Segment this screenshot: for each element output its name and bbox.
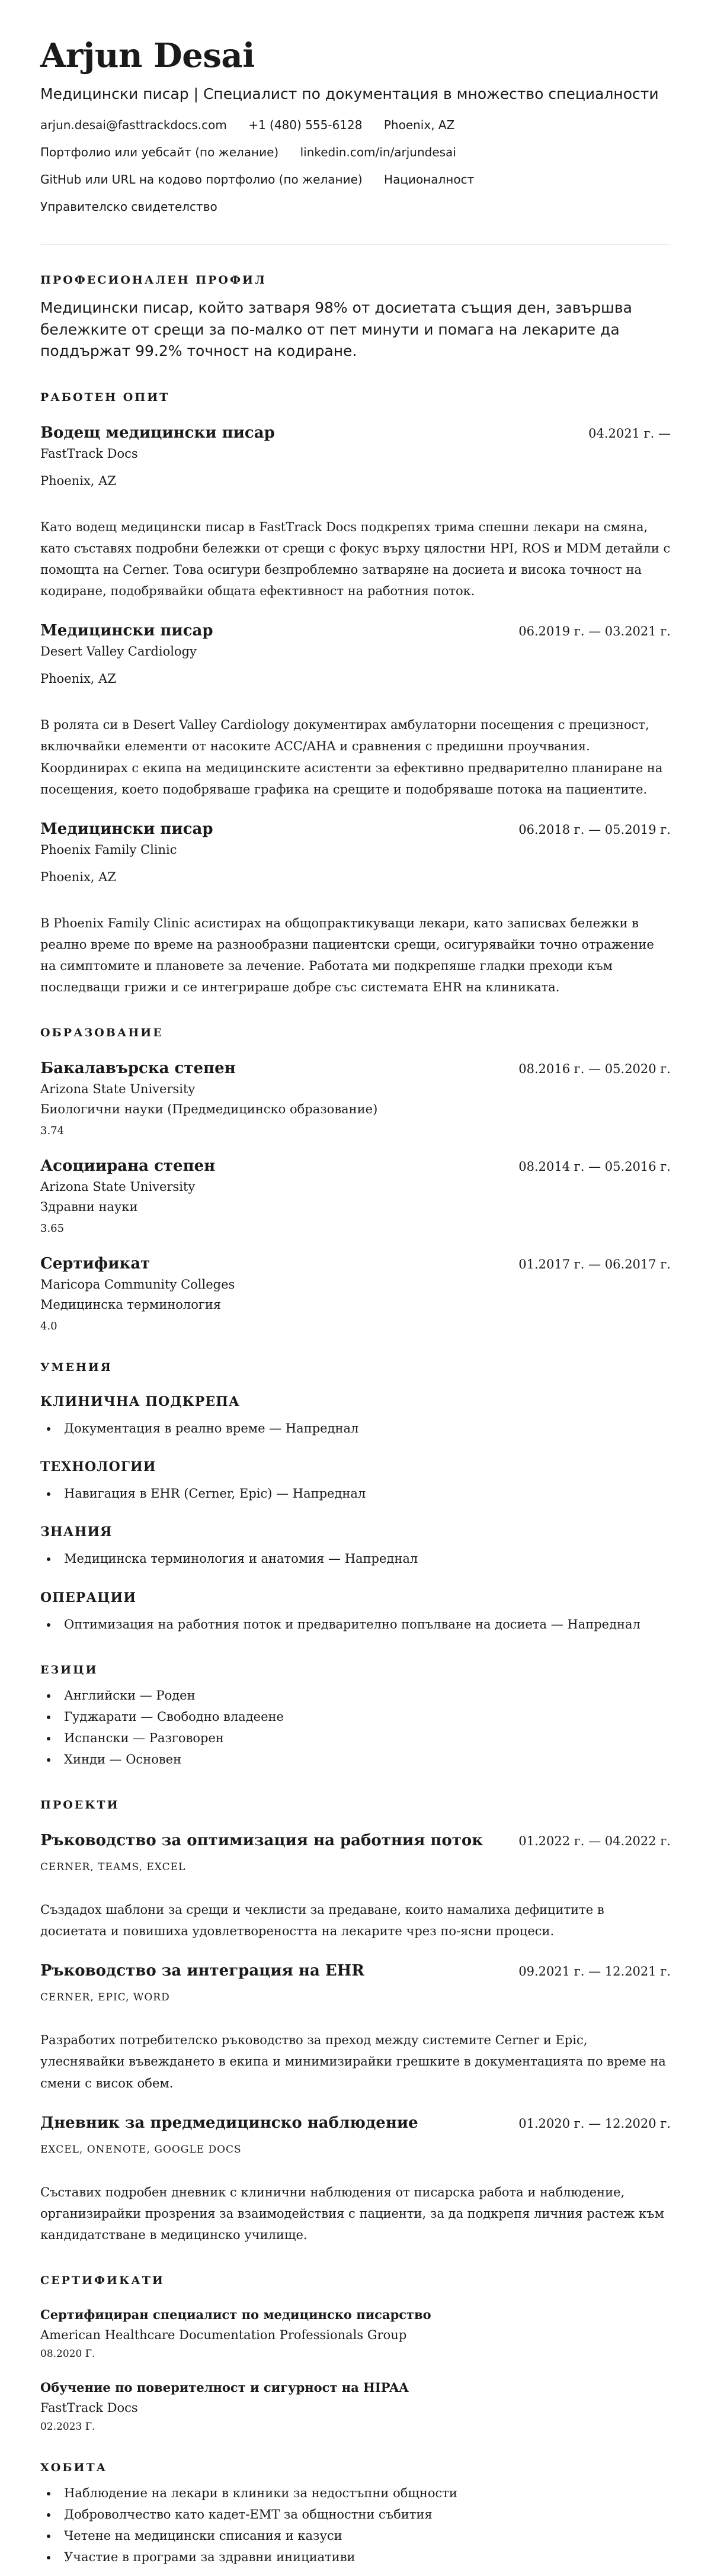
project-entry [40,1962,671,2093]
skill-group-title: ОПЕРАЦИИ [40,1589,136,1605]
project-description: Разработих потребителско ръководство за преход между системите Cerner и Epic, улеснявайки въвеждането в екипа и минимизирайки грешките в документацията по време на смени с висок обем. [40,2033,666,2090]
education-date: 01.2017 г. — 06.2017 г. [518,1257,671,1272]
certificate-date: 02.2023 Г. [40,2420,95,2433]
project-description: Създадох шаблони за срещи и чеклисти за предаване, които намалиха дефицитите в досиетата и повишиха удовлетвореността на лекарите чрез по-ясни процеси. [40,1903,604,1939]
grade-value: 3.74 [40,1125,65,1138]
study-field: Биологични науки (Предмедицинско образование) [40,1102,378,1117]
experience-section [40,391,671,998]
language-item: • Хинди — Основен [58,1749,671,1770]
project-tech: CERNER, TEAMS, EXCEL [40,1861,186,1874]
github-text: GitHub или URL на кодово портфолио (по желание) [40,172,363,187]
school-name: Arizona State University [40,1082,196,1097]
education-entry [40,1255,671,1332]
certificate-entry [40,2380,671,2433]
certificates-section [40,2274,671,2433]
project-tech: CERNER, EPIC, WORD [40,1992,170,2004]
contact-row-extra [40,172,671,187]
location-text: Phoenix, AZ [383,118,455,133]
skill-item: • Медицинска терминология и анатомия — Напреднал [58,1548,671,1569]
projects-section [40,1798,671,2246]
headline: Медицински писар | Специалист по документация в множество специалности [40,85,659,103]
grade-value: 4.0 [40,1320,57,1333]
section-title-profile: ПРОФЕСИОНАЛЕН ПРОФИЛ [40,274,267,287]
license-text: Управителско свидетелство [40,200,217,214]
project-title: Ръководство за оптимизация на работния поток [40,1832,483,1850]
hobby-item: • Доброволчество като кадет-ЕМТ за общностни събития [58,2504,671,2525]
education-entry [40,1059,671,1137]
study-field: Медицинска терминология [40,1297,222,1312]
section-title-education: ОБРАЗОВАНИЕ [40,1026,164,1040]
hobby-list [40,2482,671,2568]
language-item: • Английски — Роден [58,1685,671,1706]
certificate-date: 08.2020 Г. [40,2347,95,2360]
job-date: 06.2019 г. — 03.2021 г. [518,624,671,639]
job-description: В ролята си в Desert Valley Cardiology документирах амбулаторни посещения с прецизност, включвайки елементи от насоките ACC/AHA и сравнения с предишни проучвания. Координирах с екипа на медицинските асистенти за ефективно предварително планиране на посещения, което подобряваше графика на срещите и подобряваше потока на пациентите. [40,718,663,796]
section-title-experience: РАБОТЕН ОПИТ [40,390,170,404]
job-title: Медицински писар [40,820,213,838]
portfolio-text: Портфолио или уебсайт (по желание) [40,145,279,160]
hobby-item: • Четене на медицински списания и казуси [58,2525,671,2546]
degree-title: Бакалавърска степен [40,1059,236,1078]
project-date: 01.2020 г. — 12.2020 г. [518,2116,671,2131]
job-location: Phoenix, AZ [40,672,116,686]
project-entry [40,1832,671,1942]
company-name: Desert Valley Cardiology [40,644,197,659]
certificate-title: Сертифициран специалист по медицинско писарство [40,2307,431,2322]
contact-row-links [40,145,671,159]
certificate-issuer: FastTrack Docs [40,2400,138,2415]
job-date: 06.2018 г. — 05.2019 г. [518,822,671,837]
certificate-issuer: American Healthcare Documentation Professionals Group [40,2327,407,2342]
language-item: • Испански — Разговорен [58,1727,671,1749]
candidate-name: Arjun Desai [40,36,255,75]
job-location: Phoenix, AZ [40,473,116,488]
language-list [40,1685,671,1770]
company-name: FastTrack Docs [40,446,138,461]
hobby-item: • Наблюдение на лекари в клиники за недостъпни общности [58,2482,671,2504]
skill-list [40,1483,671,1504]
section-title-projects: ПРОЕКТИ [40,1798,120,1812]
project-description: Съставих подробен дневник с клинични наблюдения от писарска работа и наблюдение, организирайки прозрения за взаимодействия с пациенти, за да подкрепя личния растеж към кандидатстване в медицинско училище. [40,2185,664,2242]
project-date: 09.2021 г. — 12.2021 г. [518,1964,671,1979]
section-title-languages: ЕЗИЦИ [40,1663,98,1676]
education-entry [40,1157,671,1235]
job-date: 04.2021 г. — [588,426,671,441]
skill-list [40,1548,671,1569]
education-date: 08.2014 г. — 05.2016 г. [518,1159,671,1174]
profile-summary: Медицински писар, който затваря 98% от досиетата същия ден, завършва бележките от срещи за по-малко от пет минути и помага на лекарите да поддържат 99.2% точност на кодиране. [40,299,632,360]
skill-list [40,1614,671,1635]
phone-text[interactable]: +1 (480) 555-6128 [248,118,363,133]
email-text[interactable]: arjun.desai@fasttrackdocs.com [40,118,227,133]
project-title: Дневник за предмедицинско наблюдение [40,2114,418,2132]
languages-section [40,1663,671,1770]
project-tech: EXCEL, ONENOTE, GOOGLE DOCS [40,2143,242,2156]
job-description: В Phoenix Family Clinic асистирах на общопрактикуващи лекари, като записвах бележки в реално време по време на разнообразни пациентски срещи, осигурявайки точно отражение на симптомите и плановете за лечение. Работата ми подкрепяше гладки преходи към последващи грижи и се интегрираше добре със системата EHR на клиниката. [40,916,654,995]
project-date: 01.2022 г. — 04.2022 г. [518,1834,671,1849]
nationality-text: Националност [384,172,475,187]
grade-value: 3.65 [40,1222,65,1235]
skill-group-title: ТЕХНОЛОГИИ [40,1459,156,1475]
job-description: Като водещ медицински писар в FastTrack Docs подкрепях трима спешни лекари на смяна, като съставях подробни бележки от срещи с фокус върху цялостни HPI, ROS и MDM детайли с помощта на Cerner. Това осигури безпроблемно затваряне на досиета и висока точност на кодиране, подобрявайки общата ефективност на работния поток. [40,519,671,599]
hobby-item: • Участие в програми за здравни инициативи [58,2546,671,2568]
project-entry [40,2114,671,2246]
experience-entry [40,424,671,602]
school-name: Arizona State University [40,1180,196,1194]
skill-item: • Документация в реално време — Напреднал [58,1418,671,1439]
school-name: Maricopa Community Colleges [40,1277,235,1292]
degree-title: Асоциирана степен [40,1157,216,1175]
education-section [40,1026,671,1332]
contact-row-license [40,200,671,214]
contact-row-primary [40,118,671,132]
job-title: Водещ медицински писар [40,423,275,442]
resume-header [40,37,671,214]
section-title-hobbies: ХОБИТА [40,2461,108,2474]
company-name: Phoenix Family Clinic [40,842,177,857]
skill-group-title: КЛИНИЧНА ПОДКРЕПА [40,1394,240,1410]
experience-entry [40,820,671,998]
section-title-skills: УМЕНИЯ [40,1361,113,1374]
project-title: Ръководство за интеграция на EHR [40,1962,364,1980]
linkedin-link[interactable]: linkedin.com/in/arjundesai [300,145,456,160]
skills-section [40,1361,671,1634]
experience-entry [40,622,671,799]
study-field: Здравни науки [40,1200,138,1215]
job-title: Медицински писар [40,622,213,640]
certificate-entry [40,2307,671,2360]
hobbies-section [40,2461,671,2568]
skill-item: • Оптимизация на работния поток и предварително попълване на досиета — Напреднал [58,1614,671,1635]
skill-list [40,1418,671,1439]
job-location: Phoenix, AZ [40,869,116,884]
language-item: • Гуджарати — Свободно владеене [58,1706,671,1727]
skill-item: • Навигация в EHR (Cerner, Epic) — Напреднал [58,1483,671,1504]
education-date: 08.2016 г. — 05.2020 г. [518,1062,671,1077]
profile-section [40,274,671,362]
section-title-certificates: СЕРТИФИКАТИ [40,2273,165,2287]
certificate-title: Обучение по поверителност и сигурност на HIPAA [40,2379,409,2395]
degree-title: Сертификат [40,1255,150,1273]
skill-group-title: ЗНАНИЯ [40,1524,113,1540]
